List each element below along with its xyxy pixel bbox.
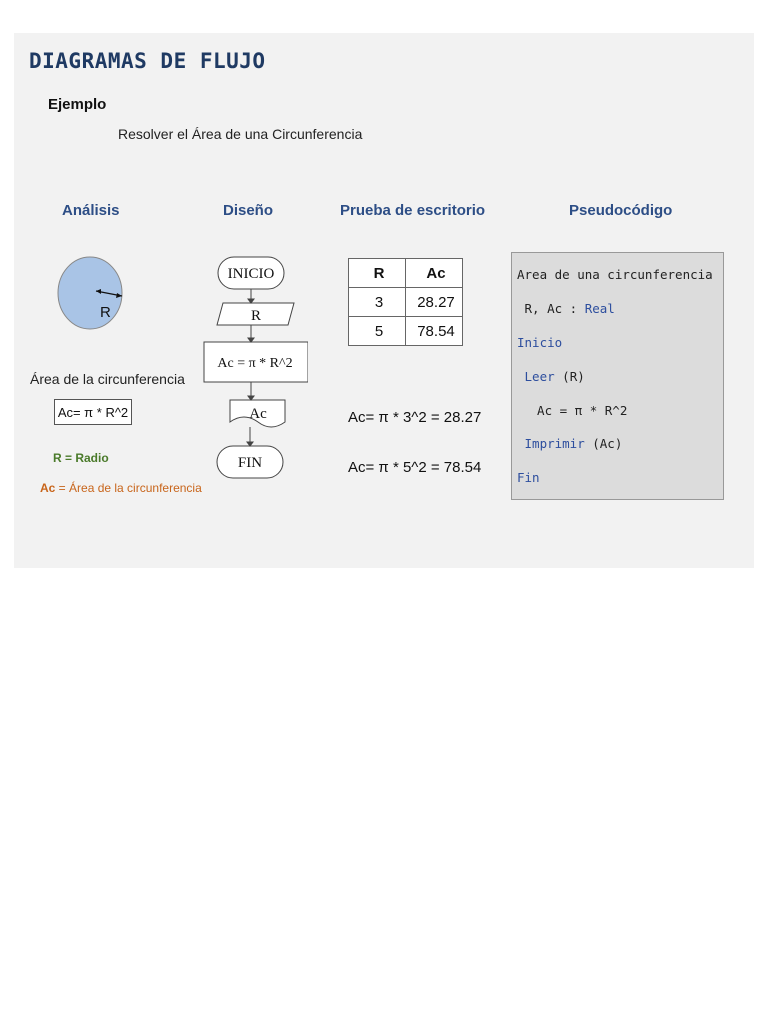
pseudo-imprimir: Imprimir [517, 436, 585, 451]
table-row [349, 288, 463, 317]
flow-arrowhead-2 [248, 338, 254, 342]
pseudo-vars: R, Ac : [517, 301, 585, 316]
pseudo-line-7: Fin [517, 470, 540, 485]
circle-shape [58, 257, 122, 329]
calc-line-2: Ac= π * 5^2 = 78.54 [348, 459, 482, 476]
flow-start-label: INICIO [227, 266, 275, 282]
flowchart [202, 255, 308, 485]
table-cell: 5 [349, 317, 406, 346]
flow-input-label: R [250, 308, 262, 324]
table-cell: 28.27 [406, 288, 463, 317]
area-definition-var: Ac [40, 481, 56, 495]
table-header-ac: Ac [406, 259, 463, 288]
pseudo-line-2 [517, 301, 615, 316]
pseudo-line-1: Area de una circunferencia [517, 267, 713, 282]
area-definition [40, 481, 202, 495]
flow-arrowhead-3 [248, 396, 254, 400]
table-header-r: R [349, 259, 406, 288]
table-row [349, 317, 463, 346]
table-header-row [349, 259, 463, 288]
pseudo-type: Real [584, 301, 615, 316]
formula-box: Ac= π * R^2 [54, 399, 132, 425]
flow-process-label: Ac = π * R^2 [217, 356, 293, 371]
desk-check-table [348, 258, 463, 346]
section-analisis: Análisis [62, 202, 120, 219]
section-pseudocodigo: Pseudocódigo [569, 202, 673, 219]
slide [14, 33, 754, 568]
page-title: DIAGRAMAS DE FLUJO [29, 49, 266, 73]
pseudo-leer: Leer [517, 369, 555, 384]
problem-statement: Resolver el Área de una Circunferencia [118, 126, 363, 142]
area-definition-text: = Área de la circunferencia [55, 481, 202, 495]
pseudocode-box [511, 252, 724, 500]
flow-end-label: FIN [237, 455, 263, 471]
flow-arrowhead-4 [247, 442, 253, 446]
pseudo-imprimir-arg: (Ac) [584, 436, 623, 451]
circle-diagram [56, 255, 124, 331]
pseudo-line-3: Inicio [517, 335, 563, 350]
flow-output-label: Ac [249, 406, 267, 422]
radius-definition: R = Radio [53, 451, 109, 465]
pseudo-line-5: Ac = π * R^2 [522, 403, 628, 418]
pseudo-line-4 [517, 369, 585, 384]
pseudo-line-6 [517, 436, 622, 451]
section-diseno: Diseño [223, 202, 274, 219]
circle-radius-label: R [100, 304, 111, 321]
flow-arrowhead-1 [248, 299, 254, 303]
calc-line-1: Ac= π * 3^2 = 28.27 [348, 409, 482, 426]
pseudo-leer-arg: (R) [554, 369, 585, 384]
formula-caption: Área de la circunferencia [30, 371, 185, 387]
section-prueba: Prueba de escritorio [340, 202, 486, 219]
table-cell: 78.54 [406, 317, 463, 346]
example-heading: Ejemplo [48, 96, 107, 113]
table-cell: 3 [349, 288, 406, 317]
